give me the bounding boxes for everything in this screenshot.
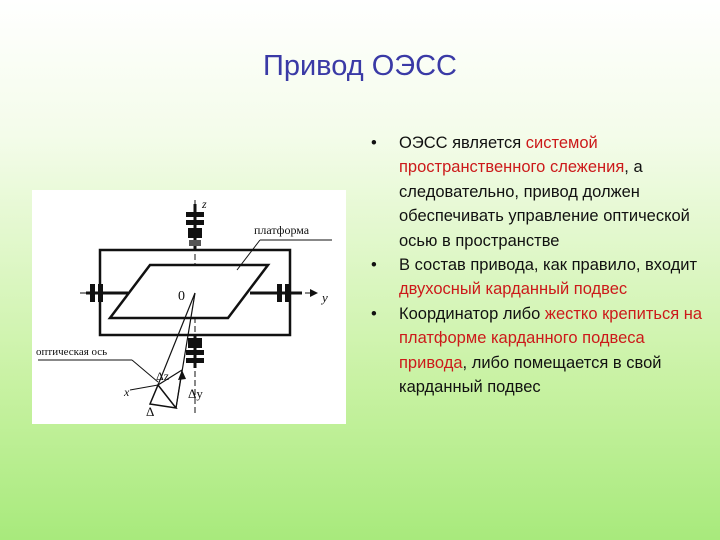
delta-label: Δ bbox=[146, 404, 155, 419]
gimbal-diagram-svg bbox=[32, 190, 346, 424]
platform-shape bbox=[110, 265, 268, 318]
slide-title: Привод ОЭСС bbox=[262, 50, 457, 82]
y-axis-arrow bbox=[310, 289, 318, 297]
delta-z-label: Δz bbox=[156, 369, 170, 383]
bullet-list bbox=[367, 131, 707, 399]
highlight-text: двухосный карданный подвес bbox=[399, 280, 628, 299]
y-axis-label: y bbox=[322, 290, 328, 305]
highlight-text: жестко крепиться на платформе карданного подвеса привода bbox=[399, 304, 703, 372]
gimbal-diagram bbox=[32, 190, 346, 424]
z-axis-label: z bbox=[202, 197, 207, 211]
origin-label: 0 bbox=[178, 289, 185, 304]
delta-y-label: Δy bbox=[188, 386, 203, 401]
right-bearing bbox=[277, 284, 282, 302]
bullet-item: • ОЭСС является системой пространственного слежения, а следовательно, привод должен обеспечивать управление оптической осью в пространстве bbox=[367, 131, 707, 253]
bullet-item: • Координатор либо жестко крепиться на платформе карданного подвеса привода, либо помещается в свой карданный подвес bbox=[367, 302, 707, 400]
highlight-text: системой пространственного слежения bbox=[399, 134, 625, 177]
optical-axis-label: оптическая ось bbox=[36, 346, 108, 358]
left-bearing bbox=[90, 284, 95, 302]
bottom-bearing bbox=[188, 338, 202, 348]
top-bearing bbox=[186, 212, 204, 217]
x-axis-label: x bbox=[124, 385, 130, 399]
bullet-item: • В состав привода, как правило, входит двухосный карданный подвес bbox=[367, 253, 707, 302]
platform-label: платформа bbox=[254, 223, 310, 237]
